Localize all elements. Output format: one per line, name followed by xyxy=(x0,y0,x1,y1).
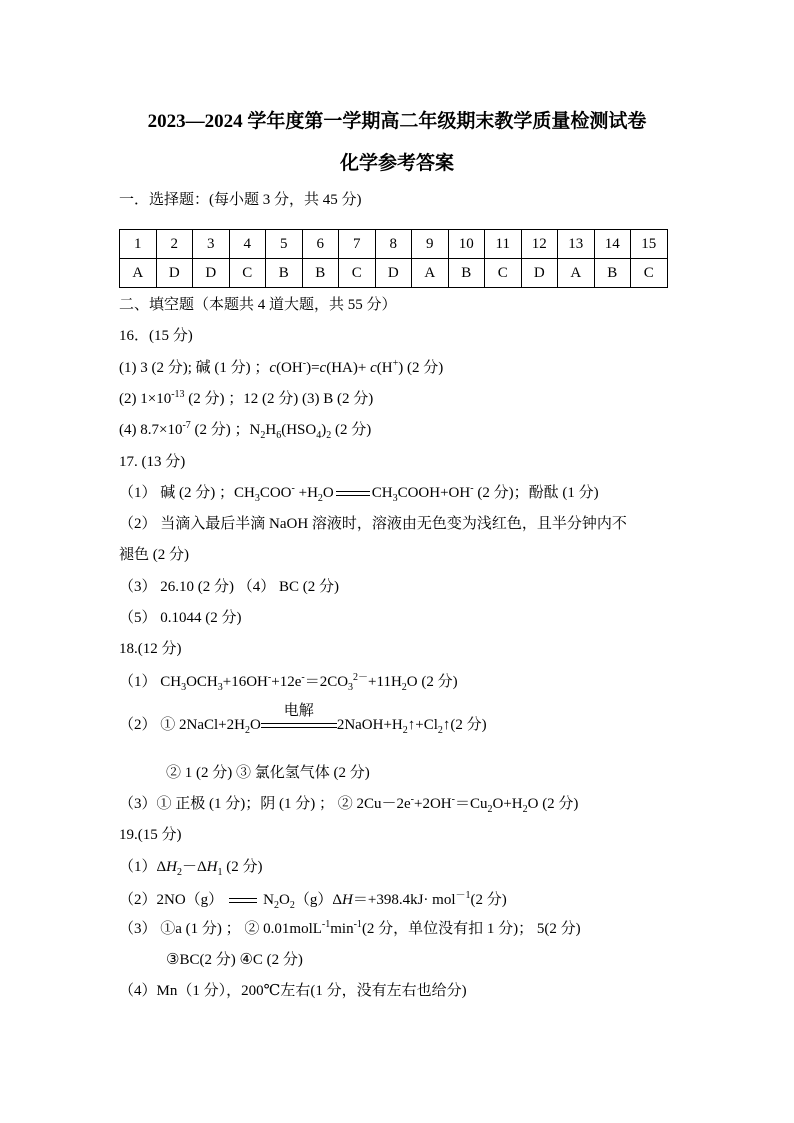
question-number-cell: 8 xyxy=(375,230,412,259)
question-number-cell: 13 xyxy=(558,230,595,259)
equilibrium-arrow-icon xyxy=(229,896,257,906)
question-number-cell: 14 xyxy=(594,230,631,259)
question-number-cell: 12 xyxy=(521,230,558,259)
question-number-cell: 1 xyxy=(120,230,157,259)
q18-part1: （1） $CH_3OCH_3+16OH^-+12e^-=2CO_3^{2-}+11H_2O$ (2 分) xyxy=(119,672,458,693)
q18-part3: （3）① 正极 (1 分)；阴 (1 分) ； ② $2Cu-2e^-+2OH^-=Cu_2O+H_2O$ (2 分) xyxy=(119,794,579,815)
answer-table xyxy=(119,229,668,288)
page-title: 2023—2024 学年度第一学期高二年级期末教学质量检测试卷 xyxy=(147,111,647,132)
q18-part2-1: （2） ① $2NaCl+2H_2O$ 电解 $2NaOH+H_2↑+Cl_2↑(2$ 分) xyxy=(119,700,487,736)
answer-cell: D xyxy=(521,259,558,288)
answer-cell: B xyxy=(302,259,339,288)
answer-cell: B xyxy=(594,259,631,288)
q19-part3-cont: ③BC(2 分) ④C (2 分) xyxy=(166,952,303,968)
answer-cell: C xyxy=(229,259,266,288)
question-number-cell: 5 xyxy=(266,230,303,259)
answer-cell: A xyxy=(120,259,157,288)
answer-cell: B xyxy=(266,259,303,288)
q17-part5: （5） 0.1044 (2 分) xyxy=(119,610,242,626)
question-number-cell: 2 xyxy=(156,230,193,259)
question-number-cell: 3 xyxy=(193,230,230,259)
answer-cell: D xyxy=(375,259,412,288)
answer-table-answers-row xyxy=(120,259,668,288)
q19-part4: （4）Mn（1 分），200℃左右(1 分，没有左右也给分) xyxy=(119,983,467,999)
section-fill-heading: 二、填空题（本题共 4 道大题，共 55 分） xyxy=(119,297,397,313)
question-number-cell: 11 xyxy=(485,230,522,259)
q16-heading: 16．(15 分) xyxy=(119,328,193,344)
answer-cell: A xyxy=(412,259,449,288)
q17-part2: （2） 当滴入最后半滴 NaOH 溶液时，溶液由无色变为浅红色，且半分钟内不 xyxy=(119,516,627,532)
equilibrium-arrow-icon xyxy=(336,489,370,499)
question-number-cell: 15 xyxy=(631,230,668,259)
electrolysis-arrow: 电解 xyxy=(261,719,337,733)
page-subtitle: 化学参考答案 xyxy=(339,153,454,174)
question-number-cell: 10 xyxy=(448,230,485,259)
answer-cell: B xyxy=(448,259,485,288)
q18-heading: 18.(12 分) xyxy=(119,641,182,657)
q17-part1: （1） 碱 (2 分) ；$CH_3COO^- +H_2O$ $CH_3COOH+OH^-$ (2 分)；酚酞 (1 分) xyxy=(119,483,599,504)
q16-part2-3: (2) $1\times 10^{-13}$ (2 分) ；12 (2 分) (3) B (2 分) xyxy=(119,389,374,407)
answer-cell: C xyxy=(631,259,668,288)
question-number-cell: 7 xyxy=(339,230,376,259)
answer-cell: D xyxy=(193,259,230,288)
question-number-cell: 4 xyxy=(229,230,266,259)
answer-cell: C xyxy=(339,259,376,288)
q17-part2-cont: 褪色 (2 分) xyxy=(119,547,189,563)
section-choice-heading: 一．选择题：(每小题 3 分，共 45 分) xyxy=(119,192,362,208)
answer-cell: C xyxy=(485,259,522,288)
q19-part2: （2）2NO（g） $N_2O_2(g)\Delta H=+398.4kJ\cdot mol^{-1}(2$ 分) xyxy=(119,890,507,911)
q19-heading: 19.(15 分) xyxy=(119,827,182,843)
q19-part3: （3） ①a (1 分) ； ② $0.01molL^{-1}\min^{-1}(2$ 分，单位没有扣 1 分)； 5(2 分) xyxy=(119,919,581,937)
q16-part4: (4) $8.7\times 10^{-7}$ (2 分) ；$N_2H_6(HSO_4)_2$ (2 分) xyxy=(119,420,372,441)
q18-part2-2-3: ② 1 (2 分) ③ 氯化氢气体 (2 分) xyxy=(166,765,370,781)
answer-table-numbers-row xyxy=(120,230,668,259)
q17-heading: 17. (13 分) xyxy=(119,454,186,470)
question-number-cell: 9 xyxy=(412,230,449,259)
answer-cell: D xyxy=(156,259,193,288)
q19-part1: $(1)\Delta H_2-\Delta H_1$ (2 分) xyxy=(119,859,263,878)
question-number-cell: 6 xyxy=(302,230,339,259)
answer-cell: A xyxy=(558,259,595,288)
q16-part1: (1) 3 (2 分); 碱 (1 分) ；c(OH-)=c(HA)+ c(H+) (2 分) xyxy=(119,358,444,376)
q17-part3-4: （3） 26.10 (2 分) （4） BC (2 分) xyxy=(119,579,339,595)
